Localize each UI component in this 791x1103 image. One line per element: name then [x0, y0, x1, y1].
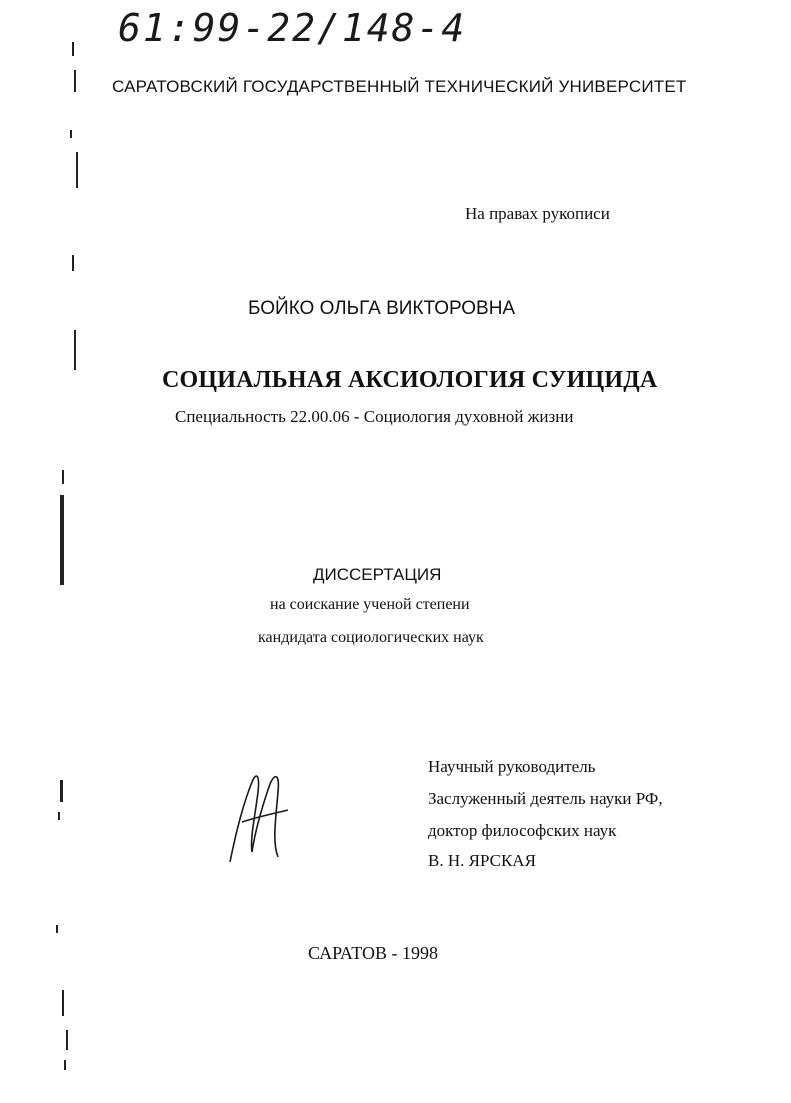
- author-name: БОЙКО ОЛЬГА ВИКТОРОВНА: [248, 298, 516, 319]
- city-year: САРАТОВ - 1998: [308, 943, 438, 963]
- supervisor-name: В. Н. ЯРСКАЯ: [428, 851, 536, 870]
- university-name: САРАТОВСКИЙ ГОСУДАРСТВЕННЫЙ ТЕХНИЧЕСКИЙ УНИВЕРСИТЕТ: [112, 77, 687, 96]
- degree-line-2: кандидата социологических наук: [258, 629, 484, 646]
- supervisor-role: Научный руководитель: [428, 757, 596, 776]
- specialty: Специальность 22.00.06 - Социология духовной жизни: [175, 407, 574, 426]
- archive-code: 61:99-22/148-4: [118, 6, 467, 50]
- supervisor-title-2: доктор философских наук: [428, 821, 617, 840]
- dissertation-title: СОЦИАЛЬНАЯ АКСИОЛОГИЯ СУИЦИДА: [162, 367, 658, 393]
- degree-line-1: на соискание ученой степени: [270, 596, 470, 613]
- signature: [222, 762, 302, 872]
- dissertation-heading: ДИССЕРТАЦИЯ: [313, 565, 442, 584]
- supervisor-title-1: Заслуженный деятель науки РФ,: [428, 789, 663, 808]
- manuscript-rights: На правах рукописи: [465, 204, 610, 223]
